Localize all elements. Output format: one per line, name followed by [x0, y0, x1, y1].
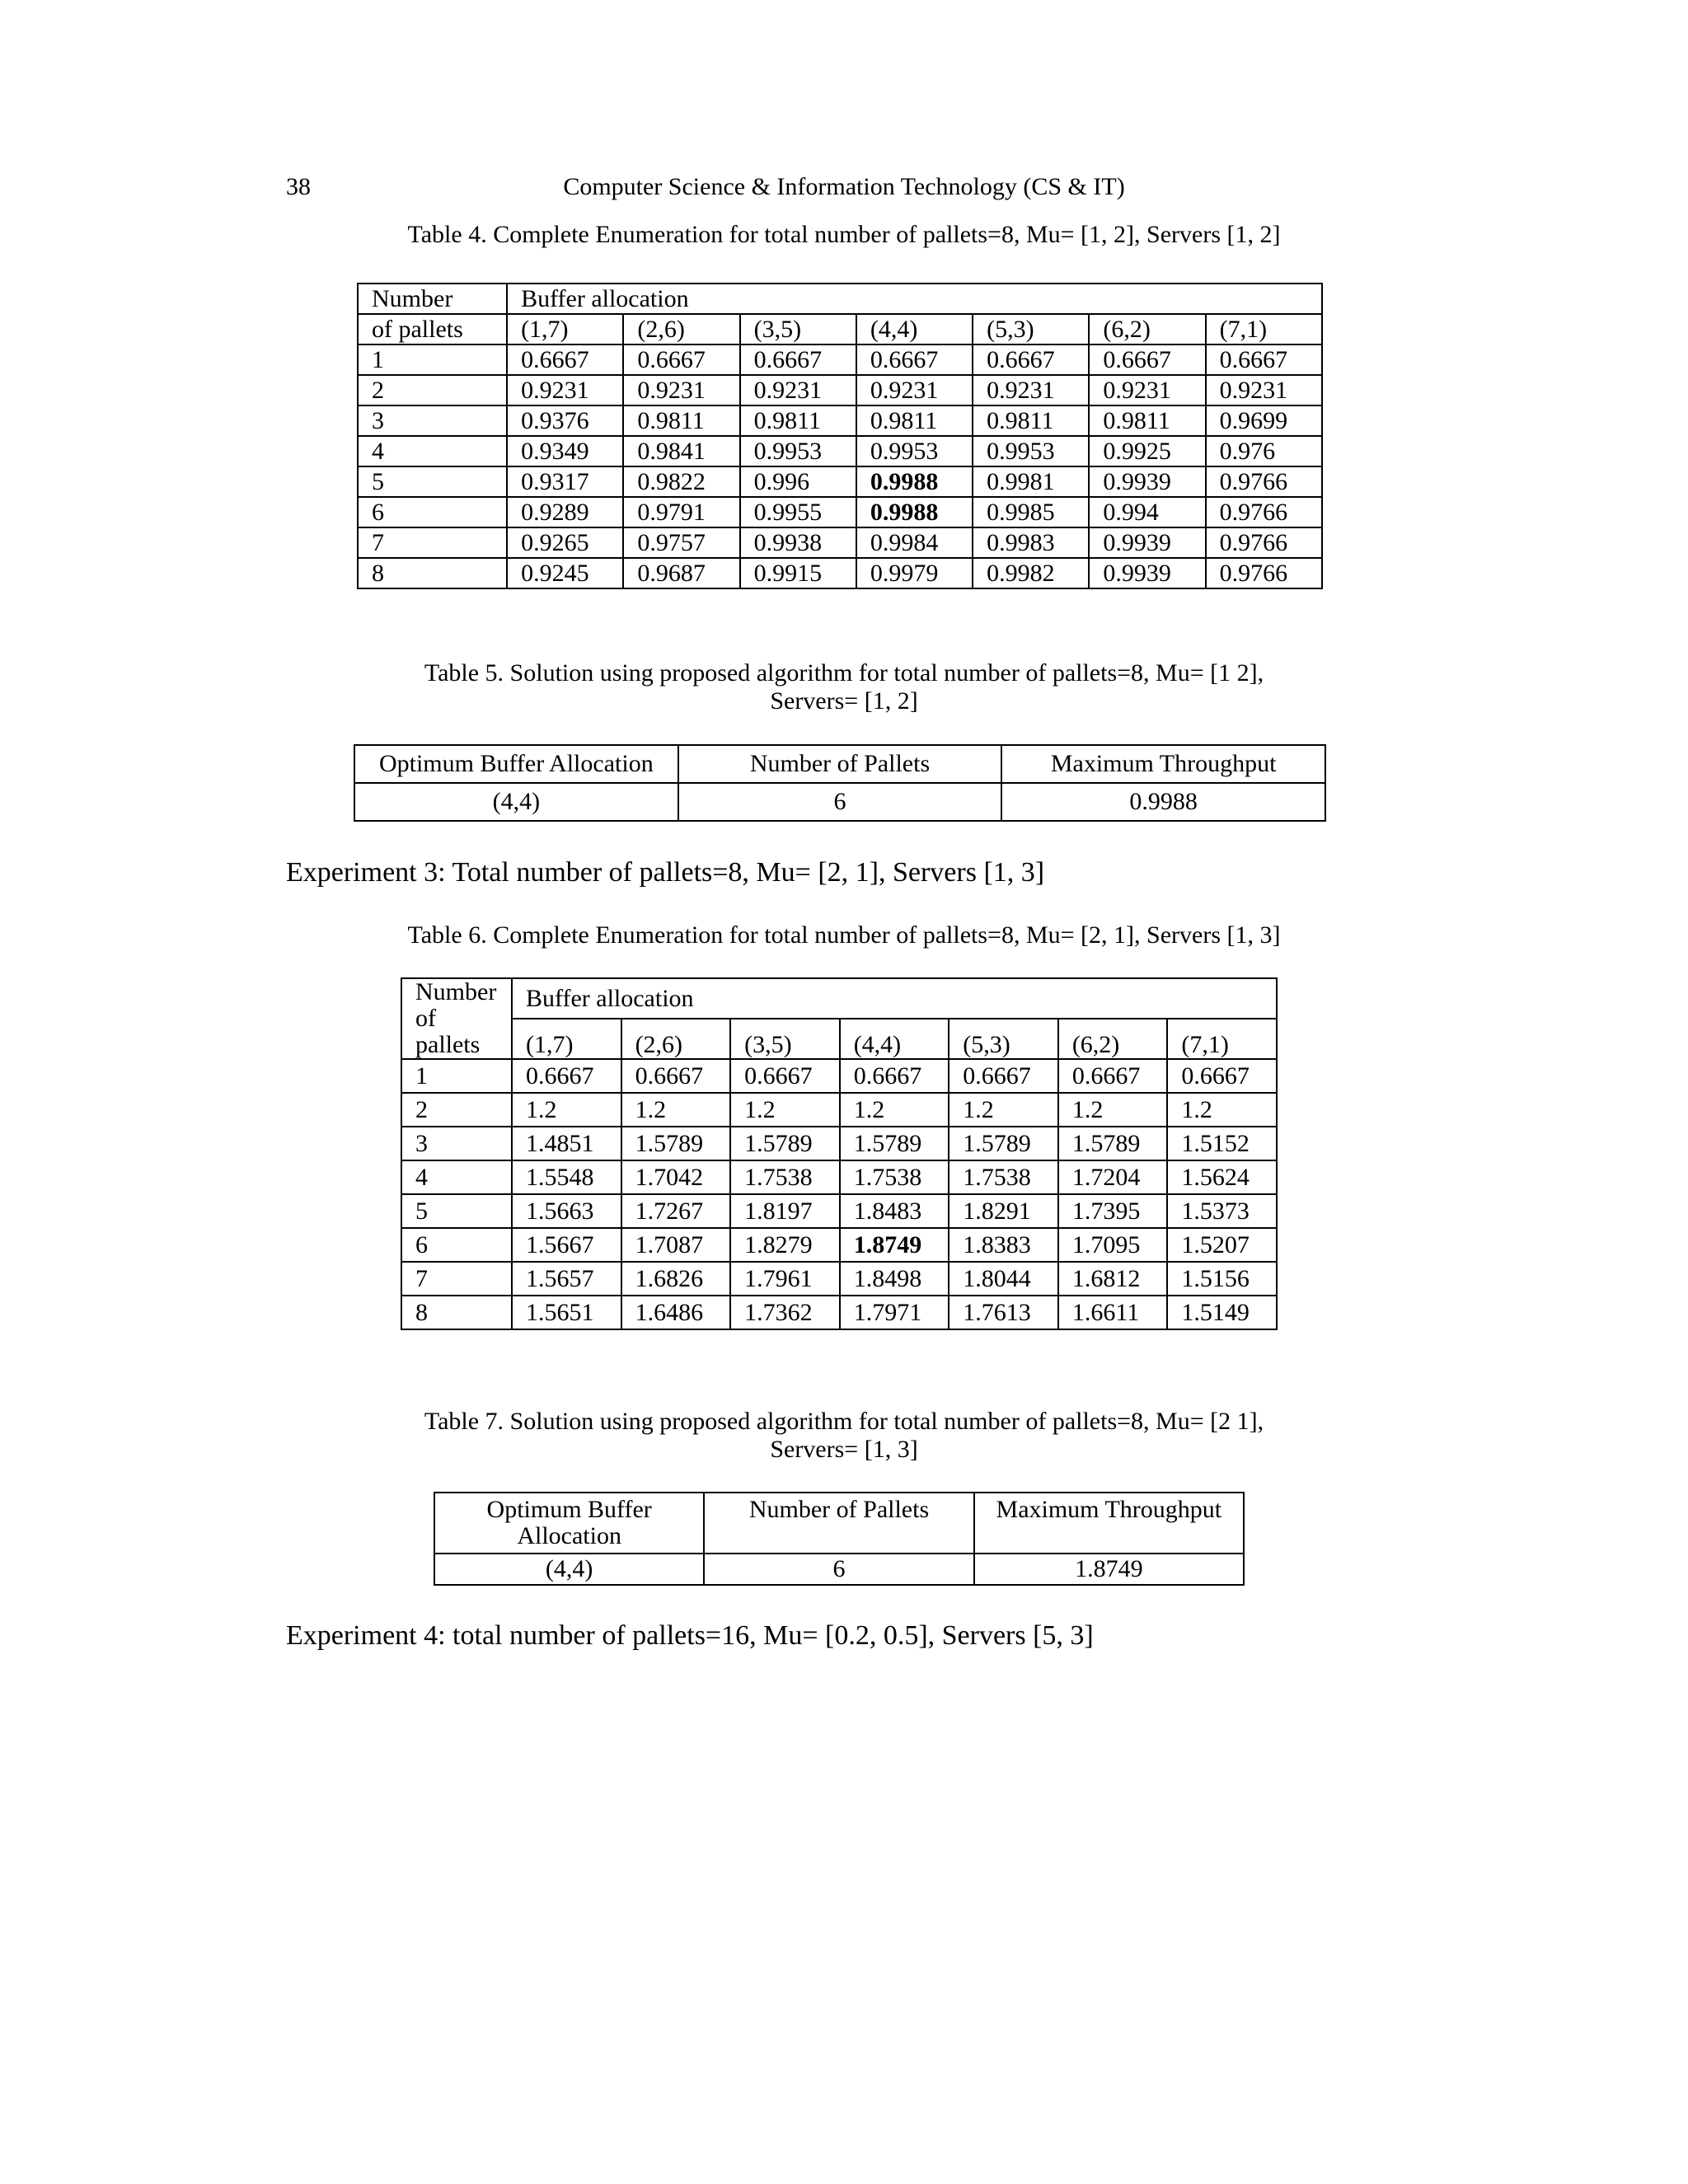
- table-cell: 0.9791: [623, 497, 739, 527]
- table-cell: 0.6667: [512, 1059, 621, 1093]
- row-header-line2: of pallets: [358, 314, 507, 344]
- table-cell: 0.9915: [740, 558, 856, 588]
- table-cell: 1.5548: [512, 1160, 621, 1194]
- table-row: [358, 436, 1322, 466]
- table-cell: 1.6826: [621, 1262, 731, 1296]
- table-cell: 1.7362: [730, 1296, 840, 1329]
- row-label: 8: [358, 558, 507, 588]
- running-head: Computer Science & Information Technology (CS & IT): [563, 173, 1125, 200]
- table-cell: 0.9953: [973, 436, 1089, 466]
- table-cell: 1.8483: [840, 1194, 950, 1228]
- table-cell: 1.7538: [730, 1160, 840, 1194]
- table4-body: [358, 344, 1322, 588]
- row-header-line3: pallets: [415, 1031, 481, 1058]
- group-header: Buffer allocation: [512, 978, 1277, 1019]
- table-cell: 0.9231: [623, 375, 739, 405]
- table-cell: 0.9925: [1089, 436, 1205, 466]
- table-cell: 0.6667: [949, 1059, 1058, 1093]
- table-cell: 0.9811: [623, 405, 739, 436]
- row-label: 6: [401, 1228, 512, 1262]
- table-cell: 0.9231: [1206, 375, 1322, 405]
- table-cell: 1.7538: [840, 1160, 950, 1194]
- table-cell: 0.9766: [1206, 497, 1322, 527]
- table7: [434, 1492, 1245, 1586]
- table-cell: 0.9939: [1089, 527, 1205, 558]
- table-cell: 1.5789: [1058, 1127, 1168, 1160]
- table-cell: 1.2: [621, 1093, 731, 1127]
- table-cell: 1.5789: [840, 1127, 950, 1160]
- column-header: (4,4): [840, 1019, 950, 1059]
- header-optimum-buffer-line2: Allocation: [517, 1522, 621, 1549]
- row-header-line1: Number: [358, 284, 507, 314]
- column-header: (5,3): [949, 1019, 1058, 1059]
- column-header: (6,2): [1089, 314, 1205, 344]
- table-cell: 0.994: [1089, 497, 1205, 527]
- table-cell: 0.9988: [856, 497, 973, 527]
- value-number-of-pallets: 6: [678, 783, 1002, 821]
- table-cell: 0.9231: [856, 375, 973, 405]
- row-label: 5: [401, 1194, 512, 1228]
- table-cell: 0.9811: [856, 405, 973, 436]
- table-cell: 1.8279: [730, 1228, 840, 1262]
- table-cell: 0.9811: [740, 405, 856, 436]
- column-header: (1,7): [512, 1019, 621, 1059]
- header-optimum-buffer-line1: Optimum Buffer: [486, 1496, 652, 1523]
- table-cell: 1.8291: [949, 1194, 1058, 1228]
- table-cell: 1.7204: [1058, 1160, 1168, 1194]
- table-row: [358, 405, 1322, 436]
- table-cell: 1.2: [730, 1093, 840, 1127]
- table-cell: 1.6611: [1058, 1296, 1168, 1329]
- column-header: (4,4): [856, 314, 973, 344]
- table-cell: 0.6667: [1089, 344, 1205, 375]
- group-header: Buffer allocation: [507, 284, 1322, 314]
- table-cell: 0.9939: [1089, 466, 1205, 497]
- column-header: (7,1): [1206, 314, 1322, 344]
- table-cell: 1.5624: [1167, 1160, 1277, 1194]
- row-label: 2: [401, 1093, 512, 1127]
- table-cell: 0.9349: [507, 436, 623, 466]
- table-row: [358, 527, 1322, 558]
- table-row: [401, 1059, 1277, 1093]
- table-cell: 0.9699: [1206, 405, 1322, 436]
- table-cell: 1.7042: [621, 1160, 731, 1194]
- table-row: [358, 375, 1322, 405]
- table-cell: 0.6667: [623, 344, 739, 375]
- table4: [357, 283, 1323, 589]
- header-max-throughput: Maximum Throughput: [974, 1493, 1244, 1554]
- table-cell: 0.9841: [623, 436, 739, 466]
- table-row: [401, 1160, 1277, 1194]
- table-row: [401, 1093, 1277, 1127]
- table-cell: 1.7613: [949, 1296, 1058, 1329]
- row-label: 7: [401, 1262, 512, 1296]
- table-cell: 1.8197: [730, 1194, 840, 1228]
- page-number: 38: [286, 173, 311, 200]
- table-cell: 1.5789: [621, 1127, 731, 1160]
- table-cell: 0.6667: [973, 344, 1089, 375]
- table-cell: 1.6812: [1058, 1262, 1168, 1296]
- table-cell: 1.7267: [621, 1194, 731, 1228]
- experiment3-heading: Experiment 3: Total number of pallets=8, Mu= [2, 1], Servers [1, 3]: [286, 857, 1045, 888]
- table-cell: 1.5651: [512, 1296, 621, 1329]
- row-label: 1: [401, 1059, 512, 1093]
- table-cell: 0.9265: [507, 527, 623, 558]
- table-cell: 1.5663: [512, 1194, 621, 1228]
- header-number-of-pallets: Number of Pallets: [678, 745, 1002, 783]
- row-label: 7: [358, 527, 507, 558]
- column-header: (3,5): [730, 1019, 840, 1059]
- table-cell: 0.9687: [623, 558, 739, 588]
- table-cell: 0.6667: [507, 344, 623, 375]
- row-label: 5: [358, 466, 507, 497]
- table-cell: 0.6667: [856, 344, 973, 375]
- column-header: (5,3): [973, 314, 1089, 344]
- table-row: [401, 1262, 1277, 1296]
- header-optimum-buffer: Optimum Buffer Allocation: [354, 745, 678, 783]
- table-cell: 0.9982: [973, 558, 1089, 588]
- table5-caption-line1: Table 5. Solution using proposed algorithm for total number of pallets=8, Mu= [1 2],: [424, 659, 1264, 687]
- table-cell: 0.6667: [1206, 344, 1322, 375]
- table4-caption: Table 4. Complete Enumeration for total number of pallets=8, Mu= [1, 2], Servers [1, 2]: [407, 221, 1281, 248]
- row-label: 8: [401, 1296, 512, 1329]
- value-max-throughput: 0.9988: [1001, 783, 1325, 821]
- row-label: 6: [358, 497, 507, 527]
- column-header: (2,6): [621, 1019, 731, 1059]
- table-cell: 0.996: [740, 466, 856, 497]
- table-row: [401, 1194, 1277, 1228]
- table-cell: 0.9376: [507, 405, 623, 436]
- table-cell: 0.9231: [507, 375, 623, 405]
- table-row: [358, 558, 1322, 588]
- table-cell: 1.7961: [730, 1262, 840, 1296]
- table-cell: 1.5152: [1167, 1127, 1277, 1160]
- row-label: 3: [358, 405, 507, 436]
- table-cell: 0.9938: [740, 527, 856, 558]
- table-cell: 0.9245: [507, 558, 623, 588]
- table-cell: 0.9811: [1089, 405, 1205, 436]
- table-cell: 0.9985: [973, 497, 1089, 527]
- table-cell: 1.5789: [730, 1127, 840, 1160]
- table-cell: 0.9822: [623, 466, 739, 497]
- table7-caption-line2: Servers= [1, 3]: [770, 1436, 918, 1463]
- table-cell: 0.9981: [973, 466, 1089, 497]
- table-cell: 0.976: [1206, 436, 1322, 466]
- table-cell: 0.9766: [1206, 466, 1322, 497]
- table-cell: 0.9231: [973, 375, 1089, 405]
- column-header: (1,7): [507, 314, 623, 344]
- header-number-of-pallets: Number of Pallets: [704, 1493, 973, 1554]
- table5: [354, 744, 1326, 822]
- table-cell: 0.9231: [1089, 375, 1205, 405]
- row-label: 4: [401, 1160, 512, 1194]
- table6-body: [401, 1059, 1277, 1329]
- table-cell: 1.5149: [1167, 1296, 1277, 1329]
- table-cell: 0.9289: [507, 497, 623, 527]
- table-cell: 1.2: [1167, 1093, 1277, 1127]
- header-optimum-buffer: [434, 1493, 704, 1554]
- table-cell: 0.9231: [740, 375, 856, 405]
- table-row: [401, 1296, 1277, 1329]
- table-row: [401, 1228, 1277, 1262]
- value-max-throughput: 1.8749: [974, 1554, 1244, 1585]
- row-label: 1: [358, 344, 507, 375]
- column-header: (2,6): [623, 314, 739, 344]
- header-max-throughput: Maximum Throughput: [1001, 745, 1325, 783]
- table-cell: 0.9979: [856, 558, 973, 588]
- table-cell: 0.9317: [507, 466, 623, 497]
- table-cell: 1.5789: [949, 1127, 1058, 1160]
- table-cell: 1.5156: [1167, 1262, 1277, 1296]
- table-cell: 1.5657: [512, 1262, 621, 1296]
- table-cell: 1.8498: [840, 1262, 950, 1296]
- table-cell: 1.2: [1058, 1093, 1168, 1127]
- value-optimum-buffer: (4,4): [434, 1554, 704, 1585]
- table-cell: 0.9988: [856, 466, 973, 497]
- row-header-line2: of: [415, 1005, 436, 1032]
- row-header: [401, 978, 512, 1059]
- table-cell: 1.5373: [1167, 1194, 1277, 1228]
- table-cell: 0.9766: [1206, 527, 1322, 558]
- table-cell: 1.8383: [949, 1228, 1058, 1262]
- column-header: (3,5): [740, 314, 856, 344]
- table-cell: 0.9955: [740, 497, 856, 527]
- table-cell: 0.6667: [740, 344, 856, 375]
- row-label: 2: [358, 375, 507, 405]
- table-cell: 0.6667: [1058, 1059, 1168, 1093]
- table-cell: 0.6667: [1167, 1059, 1277, 1093]
- column-header: (6,2): [1058, 1019, 1168, 1059]
- row-label: 3: [401, 1127, 512, 1160]
- row-header-line1: Number: [415, 978, 497, 1005]
- table-cell: 0.9953: [740, 436, 856, 466]
- table7-caption-line1: Table 7. Solution using proposed algorithm for total number of pallets=8, Mu= [2 1],: [424, 1408, 1264, 1435]
- table-row: [358, 466, 1322, 497]
- table-row: [358, 497, 1322, 527]
- table-cell: 1.8749: [840, 1228, 950, 1262]
- table-cell: 1.2: [949, 1093, 1058, 1127]
- value-number-of-pallets: 6: [704, 1554, 973, 1585]
- table-cell: 1.5207: [1167, 1228, 1277, 1262]
- table-cell: 0.9939: [1089, 558, 1205, 588]
- table-cell: 1.4851: [512, 1127, 621, 1160]
- value-optimum-buffer: (4,4): [354, 783, 678, 821]
- table-cell: 0.9766: [1206, 558, 1322, 588]
- table-cell: 0.9984: [856, 527, 973, 558]
- table-row: [401, 1127, 1277, 1160]
- table-cell: 1.8044: [949, 1262, 1058, 1296]
- table-cell: 0.9811: [973, 405, 1089, 436]
- experiment4-heading: Experiment 4: total number of pallets=16, Mu= [0.2, 0.5], Servers [5, 3]: [286, 1620, 1094, 1651]
- table-cell: 0.6667: [840, 1059, 950, 1093]
- table-cell: 1.7538: [949, 1160, 1058, 1194]
- row-label: 4: [358, 436, 507, 466]
- table-cell: 1.7087: [621, 1228, 731, 1262]
- table-cell: 0.9983: [973, 527, 1089, 558]
- table-cell: 0.6667: [621, 1059, 731, 1093]
- table-row: [358, 344, 1322, 375]
- table-cell: 1.2: [512, 1093, 621, 1127]
- table6-caption: Table 6. Complete Enumeration for total number of pallets=8, Mu= [2, 1], Servers [1, 3]: [407, 921, 1281, 949]
- table-cell: 1.5667: [512, 1228, 621, 1262]
- table-cell: 0.9757: [623, 527, 739, 558]
- table-cell: 1.7395: [1058, 1194, 1168, 1228]
- table6: [401, 977, 1278, 1330]
- column-header: (7,1): [1167, 1019, 1277, 1059]
- table-cell: 1.7095: [1058, 1228, 1168, 1262]
- table-cell: 1.6486: [621, 1296, 731, 1329]
- table-cell: 0.6667: [730, 1059, 840, 1093]
- table-cell: 1.7971: [840, 1296, 950, 1329]
- table-cell: 0.9953: [856, 436, 973, 466]
- table-cell: 1.2: [840, 1093, 950, 1127]
- table5-caption-line2: Servers= [1, 2]: [770, 687, 918, 715]
